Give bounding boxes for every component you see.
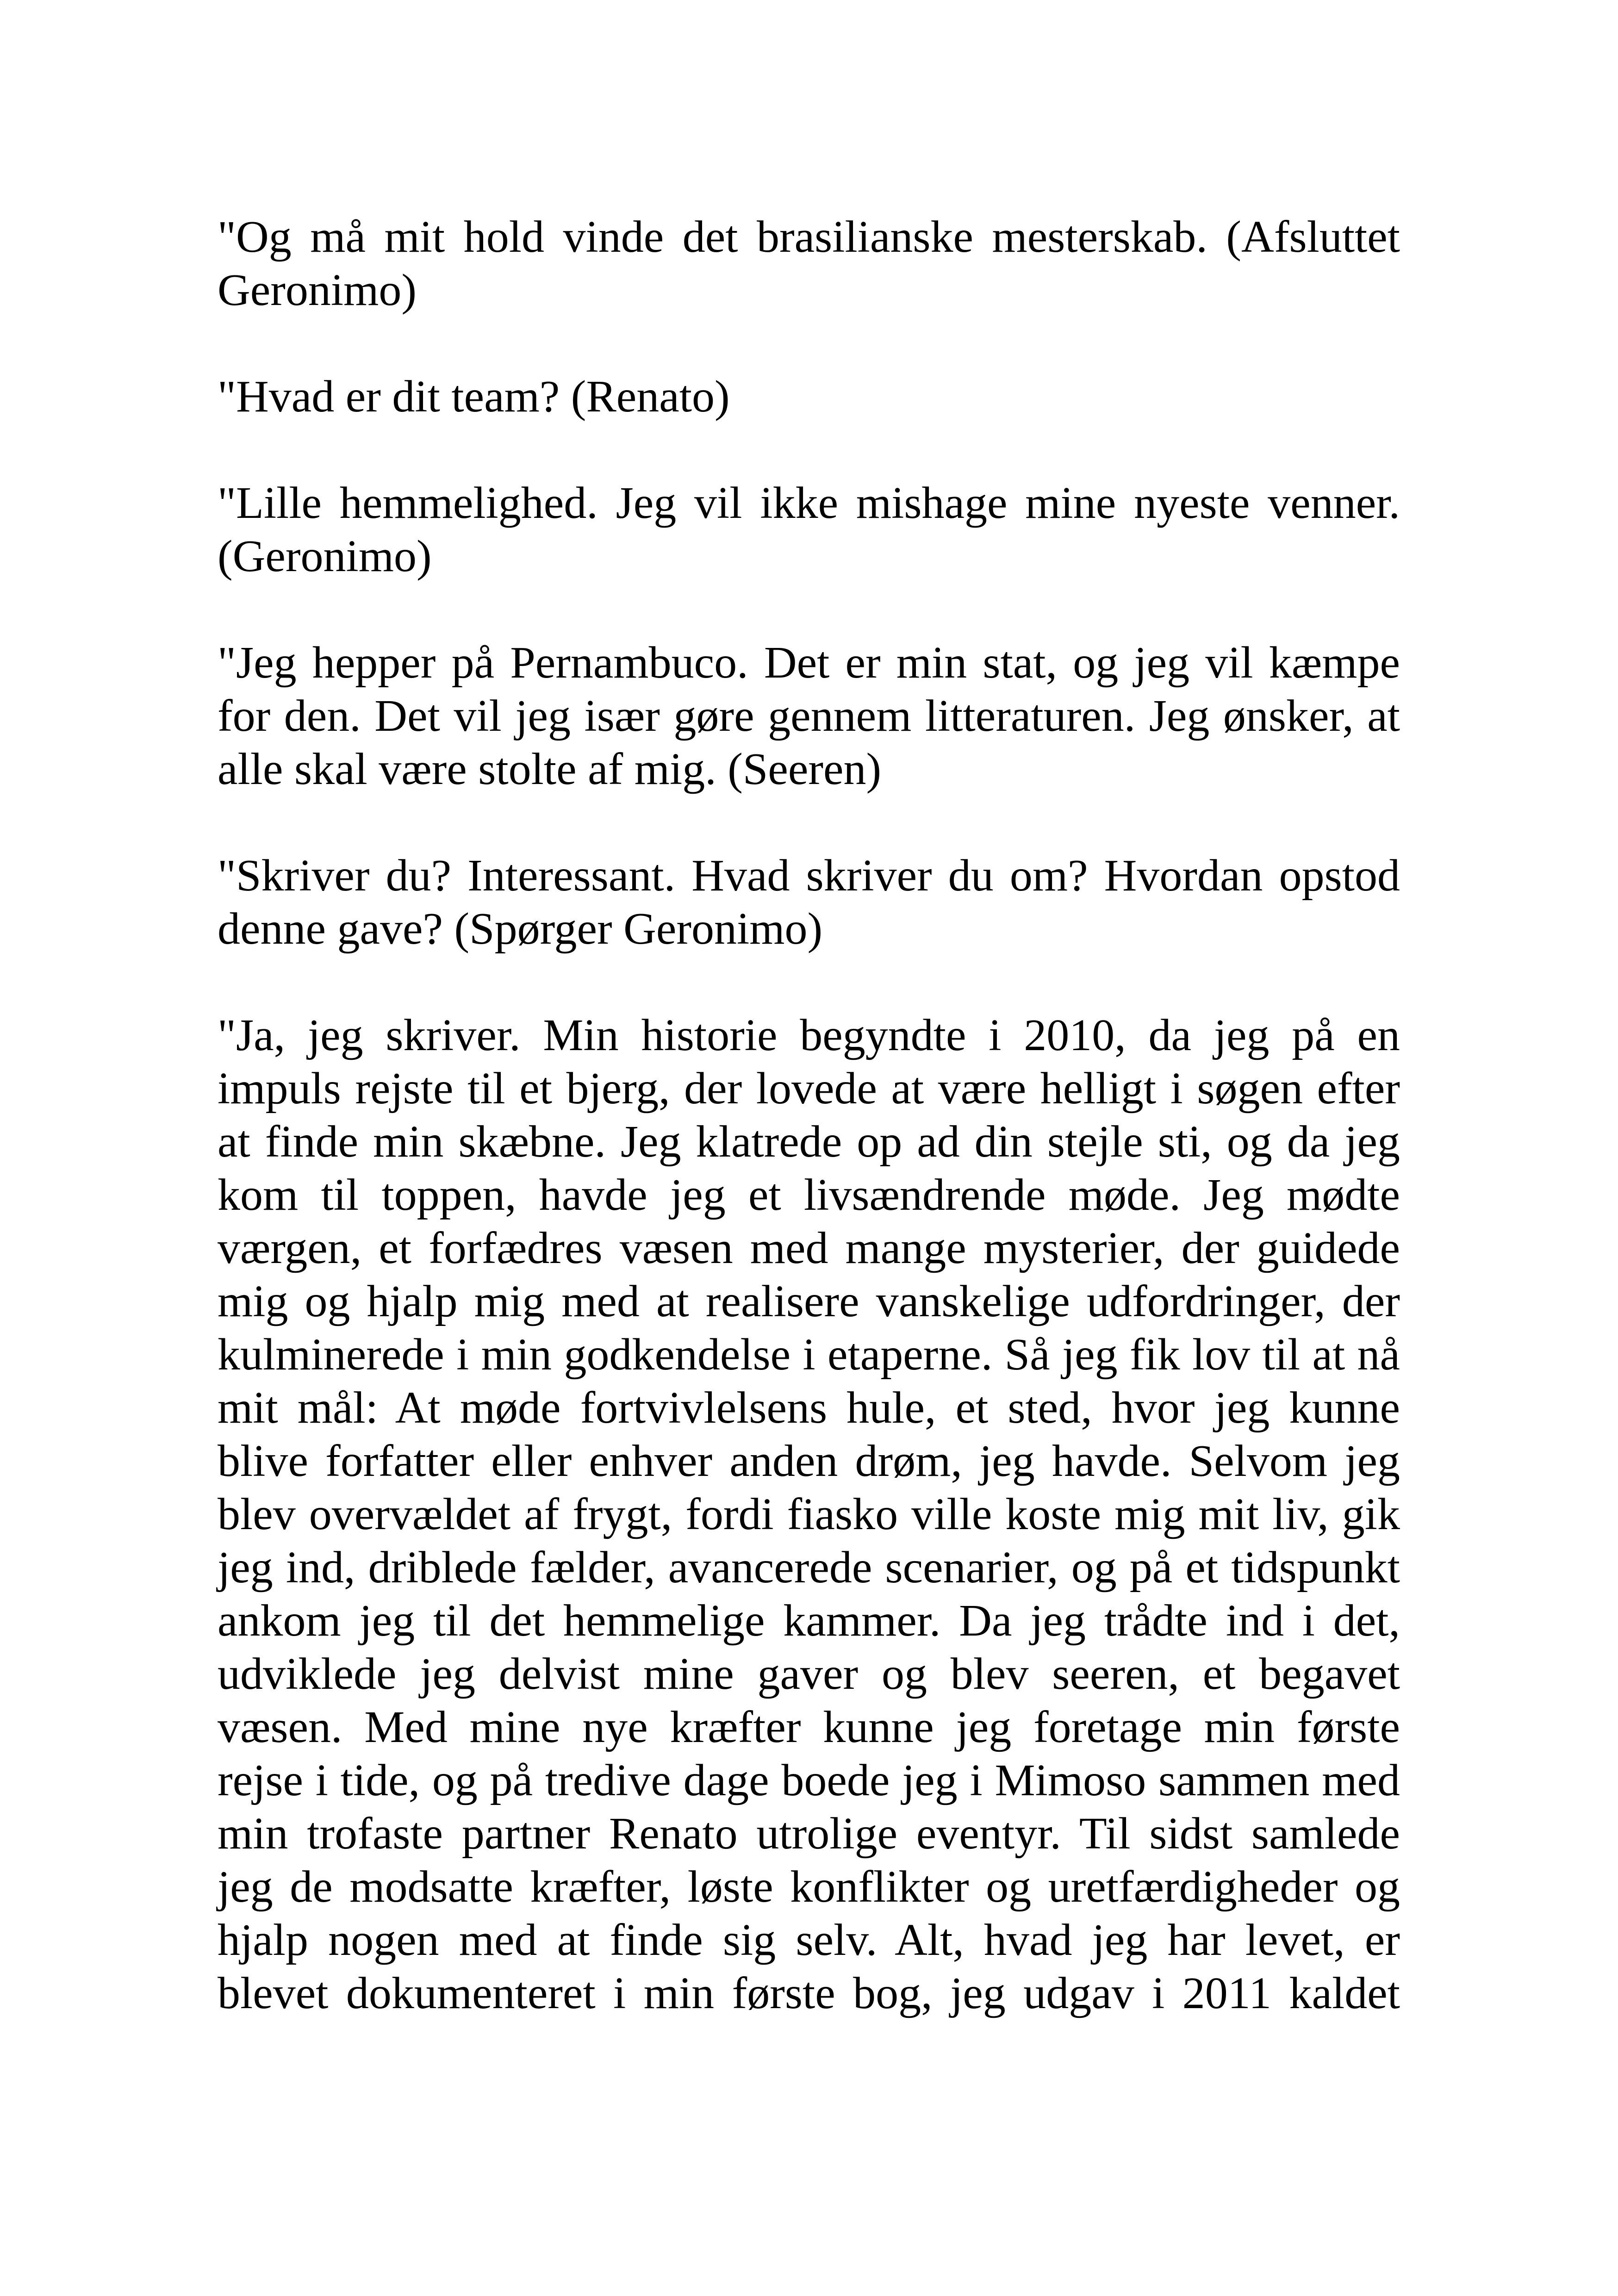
- paragraph-4: "Jeg hepper på Pernambuco. Det er min stat, og jeg vil kæmpe for den. Det vil jeg især gøre gennem litteraturen. Jeg ønsker, at alle skal være stolte af mig. (Seeren): [218, 638, 1400, 794]
- paragraph-5: "Skriver du? Interessant. Hvad skriver du om? Hvordan opstod denne gave? (Spørger Geronimo): [218, 851, 1400, 954]
- paragraph-3: "Lille hemmelighed. Jeg vil ikke mishage mine nyeste venner. (Geronimo): [218, 478, 1400, 581]
- paragraph-1: "Og må mit hold vinde det brasilianske mesterskab. (Afsluttet Geronimo): [218, 212, 1400, 315]
- paragraph-6: "Ja, jeg skriver. Min historie begyndte i 2010, da jeg på en impuls rejste til et bjerg, der lovede at være helligt i søgen efter at finde min skæbne. Jeg klatrede op ad din stejle sti, og da jeg kom til toppen, havde jeg et livsændrende møde. Jeg mødte værgen, et forfædres væsen med mange mysterier, der guidede mig og hjalp mig med at realisere vanskelige udfordringer, der kulminerede i min godkendelse i etaperne. Så jeg fik lov til at nå mit mål: At møde fortvivlelsens hule, et sted, hvor jeg kunne blive forfatter eller enhver anden drøm, jeg havde. Selvom jeg blev overvældet af frygt, fordi fiasko ville koste mig mit liv, gik jeg ind, driblede fælder, avancerede scenarier, og på et tidspunkt ankom jeg til det hemmelige kammer. Da jeg trådte ind i det, udviklede jeg delvist mine gaver og blev seeren, et begavet væsen. Med mine nye kræfter kunne jeg foretage min første rejse i tide, og på tredive dage boede jeg i Mimoso sammen med min trofaste partner Renato utrolige eventyr. Til sidst samlede jeg de modsatte kræfter, løste konflikter og uretfærdigheder og hjalp nogen med at finde sig selv. Alt, hvad jeg har levet, er blevet dokumenteret i min første bog, jeg udgav i 2011 kaldet: [218, 1010, 1400, 2018]
- document-page: [218, 211, 1400, 2020]
- paragraph-2: "Hvad er dit team? (Renato): [218, 372, 730, 422]
